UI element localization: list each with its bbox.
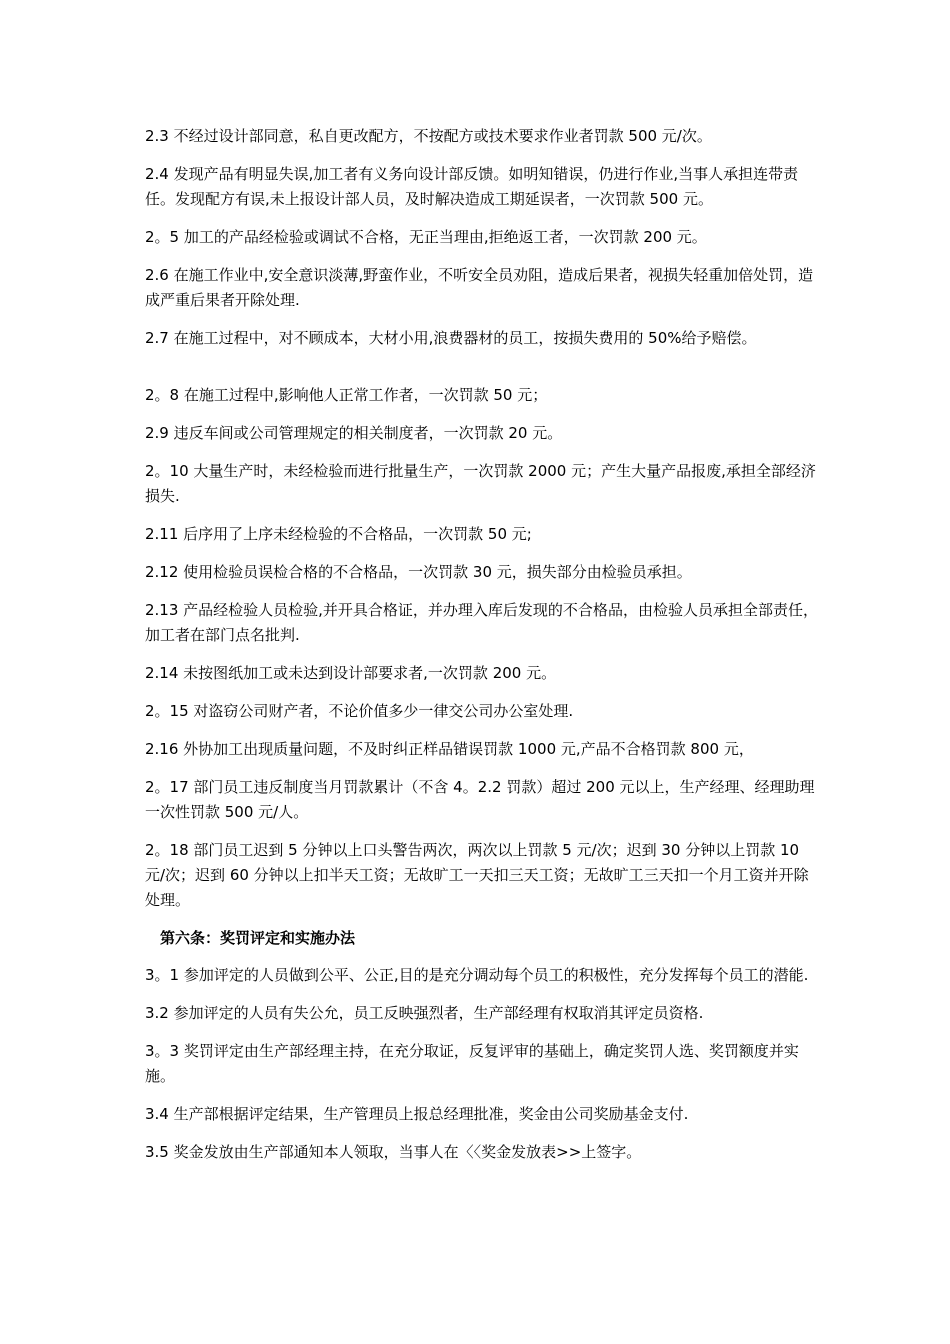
clause-3-4: 3.4 生产部根据评定结果，生产管理员上报总经理批准，奖金由公司奖励基金支付. [145,1105,689,1123]
clause-2-4: 2.4 发现产品有明显失误,加工者有义务向设计部反馈。如明知错误，仍进行作业,当事人承担连带责任。发现配方有误,未上报设计部人员，及时解决造成工期延误者，一次罚款 500 元。 [145,165,799,208]
clause-2-3: 2.3 不经过设计部同意，私自更改配方，不按配方或技术要求作业者罚款 500 元/次。 [145,127,712,145]
clause-2-11: 2.11 后序用了上序未经检验的不合格品，一次罚款 50 元; [145,525,532,543]
clause-2-5: 2。5 加工的产品经检验或调试不合格，无正当理由,拒绝返工者，一次罚款 200 元。 [145,228,707,246]
clause-2-12: 2.12 使用检验员误检合格的不合格品，一次罚款 30 元，损失部分由检验员承担。 [145,563,692,581]
document-body [145,124,820,1178]
clause-2-17: 2。17 部门员工违反制度当月罚款累计（不含 4。2.2 罚款）超过 200 元以上，生产经理、经理助理一次性罚款 500 元/人。 [145,778,815,821]
clause-3-5: 3.5 奖金发放由生产部通知本人领取，当事人在〈〈奖金发放表>>上签字。 [145,1143,642,1161]
section-heading-article-6: 第六条：奖罚评定和实施办法 [160,929,356,947]
clause-3-1: 3。1 参加评定的人员做到公平、公正,目的是充分调动每个员工的积极性，充分发挥每个员工的潜能. [145,966,809,984]
clause-2-6: 2.6 在施工作业中,安全意识淡薄,野蛮作业，不听安全员劝阻，造成后果者，视损失轻重加倍处罚，造成严重后果者开除处理. [145,266,814,309]
clause-2-18: 2。18 部门员工迟到 5 分钟以上口头警告两次，两次以上罚款 5 元/次；迟到 30 分钟以上罚款 10 元/次；迟到 60 分钟以上扣半天工资；无故旷工一天扣三天工资；无故旷工三天扣一个月工资并开除处理。 [145,841,809,909]
clause-2-14: 2.14 未按图纸加工或未达到设计部要求者,一次罚款 200 元。 [145,664,557,682]
clause-2-15: 2。15 对盗窃公司财产者，不论价值多少一律交公司办公室处理. [145,702,574,720]
clause-3-2: 3.2 参加评定的人员有失公允，员工反映强烈者，生产部经理有权取消其评定员资格. [145,1004,704,1022]
clause-2-7: 2.7 在施工过程中，对不顾成本，大材小用,浪费器材的员工，按损失费用的 50%给予赔偿。 [145,329,757,347]
clause-3-3: 3。3 奖罚评定由生产部经理主持，在充分取证，反复评审的基础上，确定奖罚人选、奖罚额度并实施。 [145,1042,799,1085]
clause-2-8: 2。8 在施工过程中,影响他人正常工作者，一次罚款 50 元； [145,386,548,404]
clause-2-16: 2.16 外协加工出现质量问题，不及时纠正样品错误罚款 1000 元,产品不合格罚款 800 元， [145,740,754,758]
clause-2-10: 2。10 大量生产时，未经检验而进行批量生产，一次罚款 2000 元；产生大量产品报废,承担全部经济损失. [145,462,816,505]
clause-2-9: 2.9 违反车间或公司管理规定的相关制度者，一次罚款 20 元。 [145,424,563,442]
clause-2-13: 2.13 产品经检验人员检验,并开具合格证，并办理入库后发现的不合格品，由检验人员承担全部责任，加工者在部门点名批判. [145,601,818,644]
